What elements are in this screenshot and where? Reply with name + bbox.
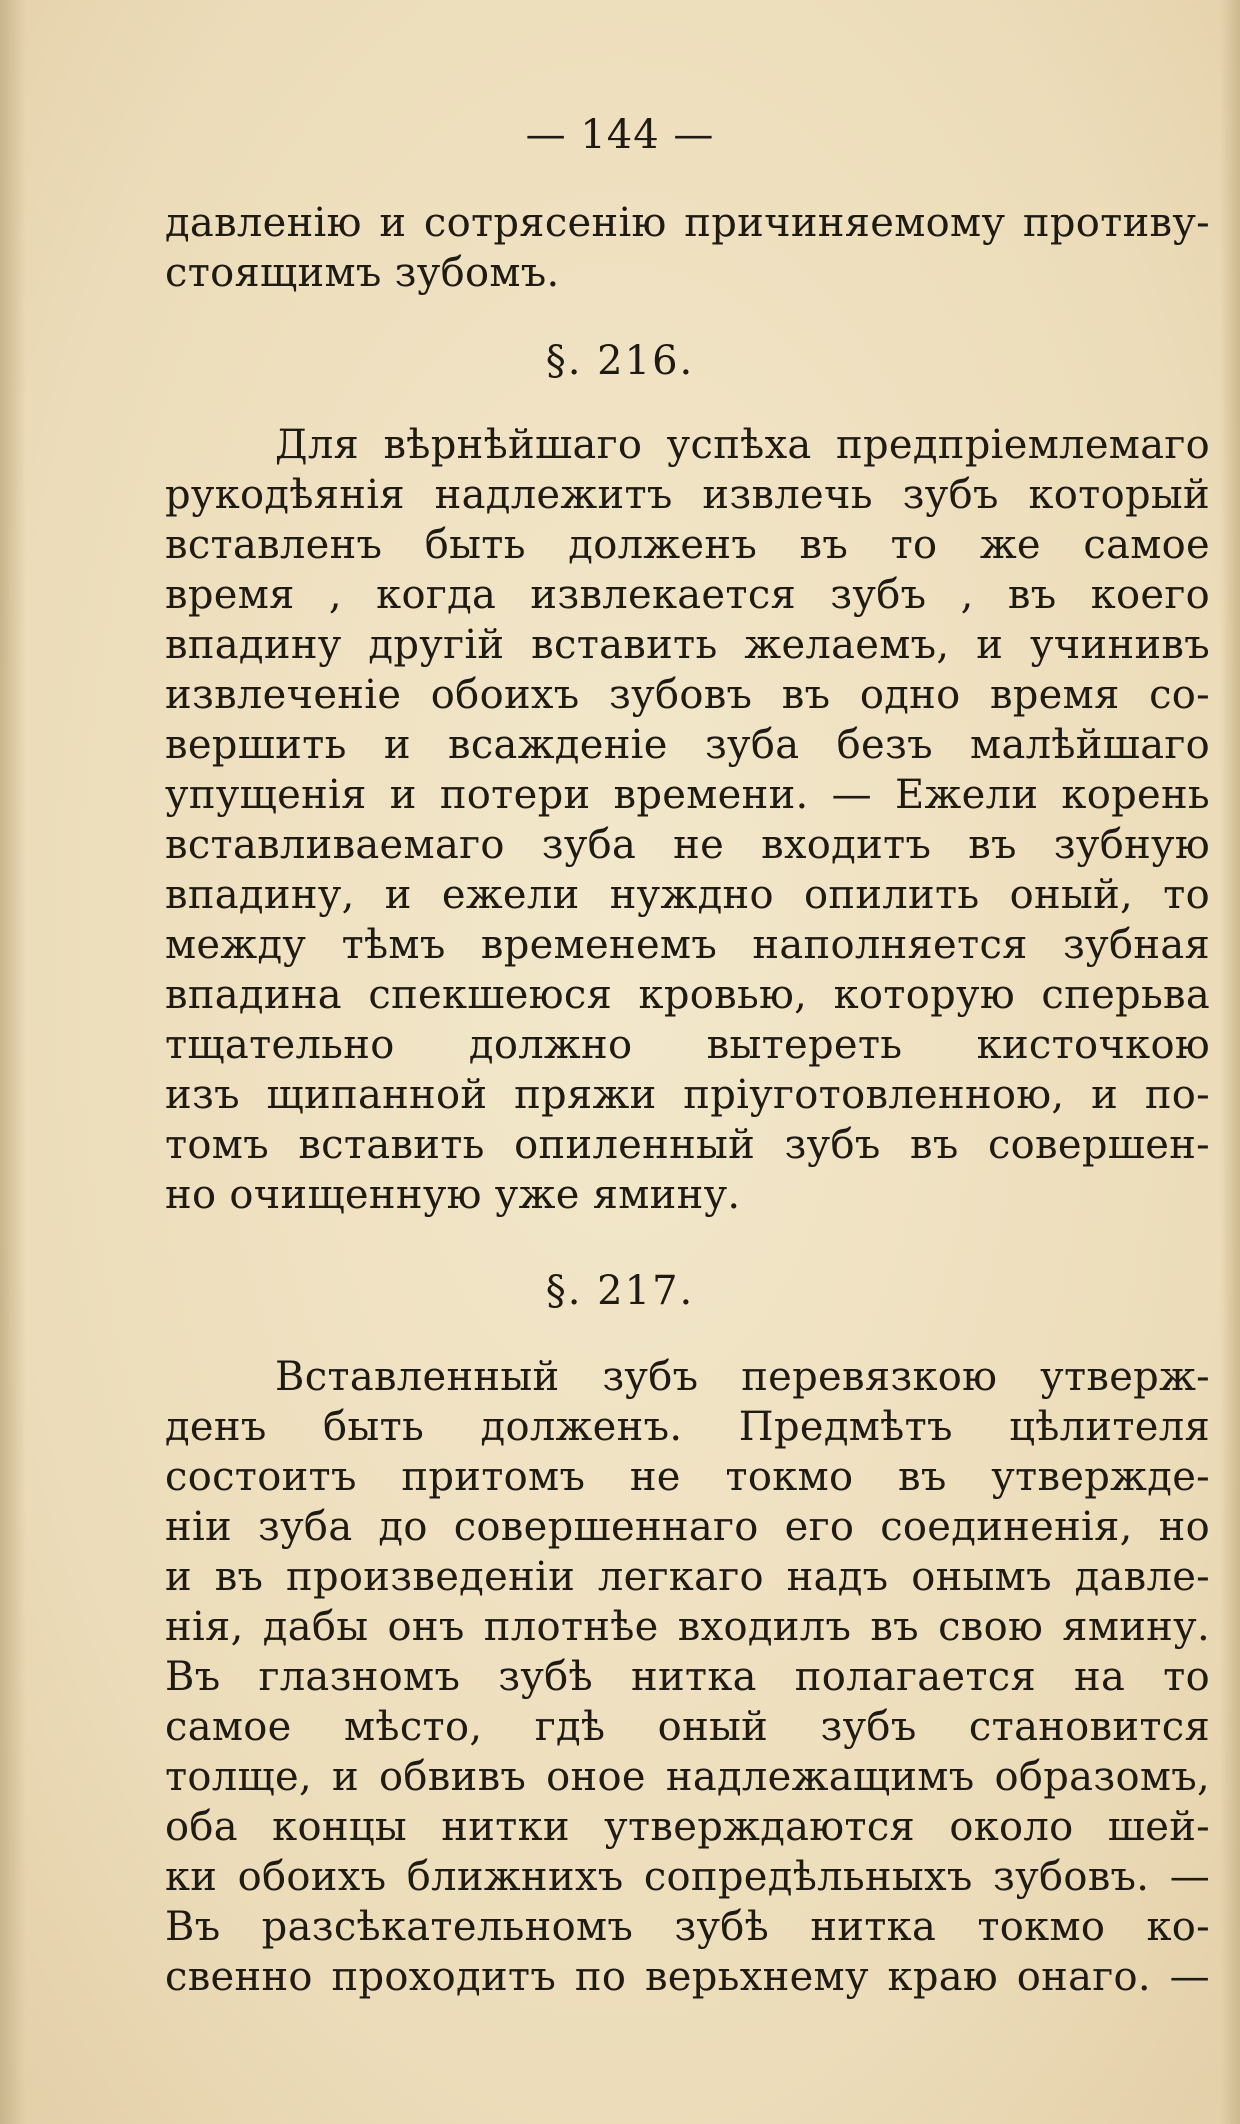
text-line: Въ глазномъ зубѣ нитка полагается на то — [165, 1654, 1210, 1700]
text-line: между тѣмъ временемъ наполняется зубная — [165, 922, 1210, 968]
section-heading-216: §. 216. — [545, 338, 695, 384]
paragraph-217 — [165, 1352, 1210, 2002]
text-line: Въ разсѣкательномъ зубѣ нитка токмо ко- — [165, 1904, 1210, 1950]
page-edge-right — [1220, 0, 1240, 2124]
paragraph-216 — [165, 420, 1210, 1220]
text-line: но очищенную уже ямину. — [165, 1172, 741, 1218]
text-line: тщательно должно вытереть кисточкою — [165, 1022, 1210, 1068]
text-line: впадина спекшеюся кровью, которую сперьва — [165, 972, 1210, 1018]
text-line: денъ быть долженъ. Предмѣтъ цѣлителя — [165, 1404, 1210, 1450]
text-line: Для вѣрнѣйшаго успѣха предпріемлемаго — [275, 422, 1210, 468]
text-line: ніи зуба до совершеннаго его соединенія, но — [165, 1504, 1210, 1550]
intro-paragraph — [165, 198, 1210, 298]
text-line: томъ вставить опиленный зубъ въ совершен- — [165, 1122, 1210, 1168]
text-line: и въ произведеніи легкаго надъ онымъ давле- — [165, 1554, 1210, 1600]
text-line: давленію и сотрясенію причиняемому противу- — [165, 200, 1210, 246]
text-line: нія, дабы онъ плотнѣе входилъ въ свою ямину. — [165, 1604, 1210, 1650]
text-line: стоящимъ зубомъ. — [165, 250, 560, 296]
text-line: состоитъ притомъ не токмо въ утвержде- — [165, 1454, 1210, 1500]
text-line: время , когда извлекается зубъ , въ коего — [165, 572, 1210, 618]
text-line: рукодѣянія надлежитъ извлечь зубъ который — [165, 472, 1210, 518]
text-line: самое мѣсто, гдѣ оный зубъ становится — [165, 1704, 1210, 1750]
text-line: вершить и всажденіе зуба безъ малѣйшаго — [165, 722, 1210, 768]
text-line: извлеченіе обоихъ зубовъ въ одно время со- — [165, 672, 1210, 718]
text-line: ки обоихъ ближнихъ сопредѣльныхъ зубовъ. — — [165, 1854, 1210, 1900]
text-line: Вставленный зубъ перевязкою утверж- — [275, 1354, 1210, 1400]
text-line: впадину другій вставить желаемъ, и учинивъ — [165, 622, 1210, 668]
text-line: упущенія и потери времени. — Ежели корень — [165, 772, 1210, 818]
text-line: вставленъ быть долженъ въ то же самое — [165, 522, 1210, 568]
section-heading-217: §. 217. — [545, 1268, 695, 1314]
text-line: толще, и обвивъ оное надлежащимъ образомъ, — [165, 1754, 1210, 1800]
text-line: впадину, и ежели нуждно опилить оный, то — [165, 872, 1210, 918]
page-number-header: — 144 — — [525, 112, 715, 158]
page-edge-left — [0, 0, 26, 2124]
text-line: оба концы нитки утверждаются около шей- — [165, 1804, 1210, 1850]
text-line: вставливаемаго зуба не входитъ въ зубную — [165, 822, 1210, 868]
text-line: изъ щипанной пряжи пріуготовленною, и по- — [165, 1072, 1210, 1118]
text-line: свенно проходитъ по верьхнему краю онаго. — — [165, 1954, 1210, 2000]
